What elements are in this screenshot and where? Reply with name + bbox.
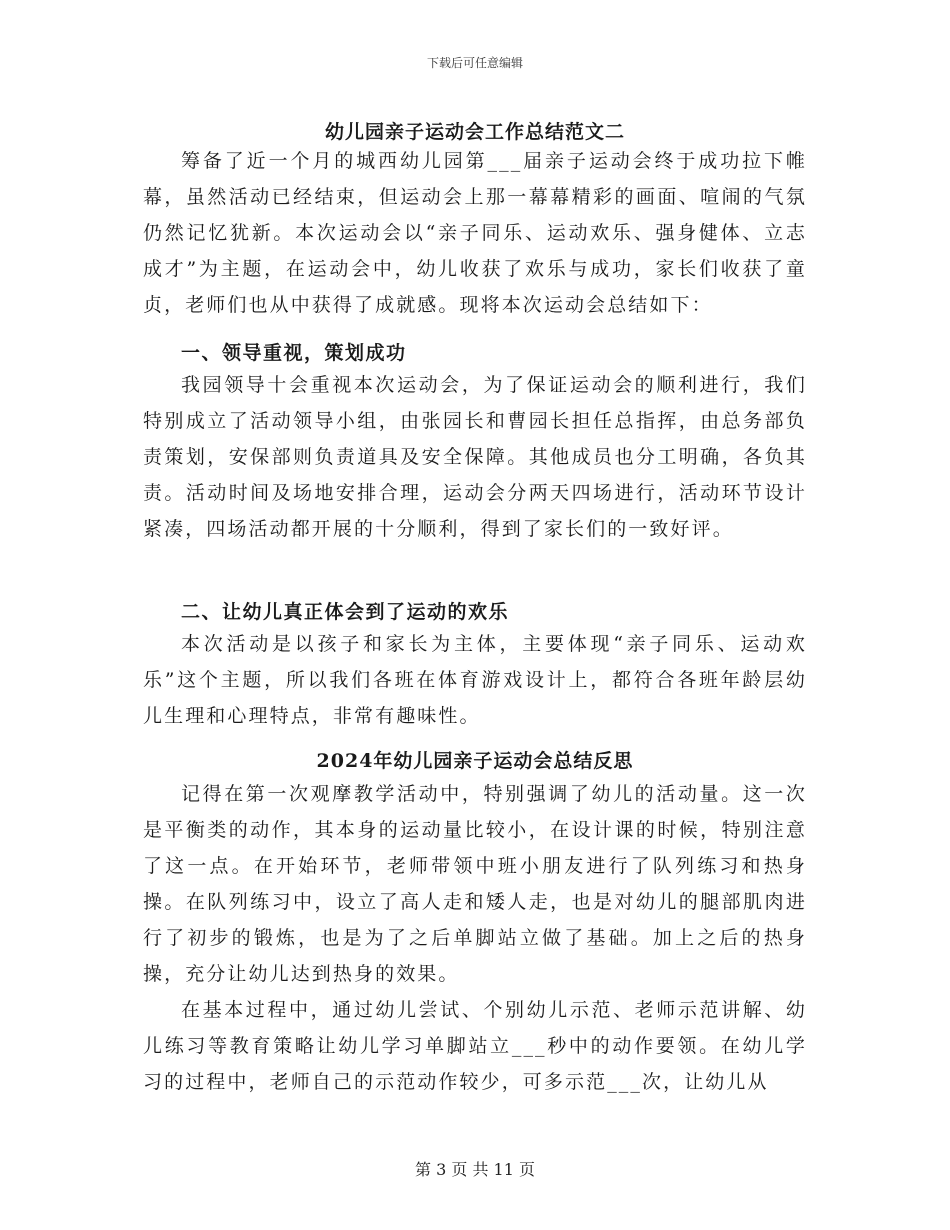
- page-number-footer: 第 3 页 共 11 页: [415, 1160, 535, 1179]
- paragraph-leadership: 我园领导十会重视本次运动会，为了保证运动会的顺利进行，我们特别成立了活动领导小组，由张园长和曹园长担任总指挥，由总务部负责策划，安保部则负责道具及安全保障。其他成员也分工明确，各负其责。活动时间及场地安排合理，运动会分两天四场进行，活动环节设计紧凑，四场活动都开展的十分顺利，得到了家长们的一致好评。: [143, 374, 807, 540]
- section-title-1: 幼儿园亲子运动会工作总结范文二: [324, 121, 625, 143]
- heading-joy: 二、让幼儿真正体会到了运动的欢乐: [181, 601, 510, 623]
- section-title-2: 2024年幼儿园亲子运动会总结反思: [316, 750, 634, 772]
- heading-leadership: 一、领导重视，策划成功: [181, 342, 407, 364]
- header-note: 下载后可任意编辑: [426, 56, 523, 70]
- paragraph-reflection-1: 记得在第一次观摩教学活动中，特别强调了幼儿的活动量。这一次是平衡类的动作，其本身的运动量比较小，在设计课的时候，特别注意了这一点。在开始环节，老师带领中班小朋友进行了队列练习和热身操。在队列练习中，设立了高人走和矮人走，也是对幼儿的腿部肌肉进行了初步的锻炼，也是为了之后单脚站立做了基础。加上之后的热身操，充分让幼儿达到热身的效果。: [143, 783, 807, 985]
- paragraph-intro: 筹备了近一个月的城西幼儿园第___届亲子运动会终于成功拉下帷幕，虽然活动已经结束，但运动会上那一幕幕精彩的画面、喧闹的气氛仍然记忆犹新。本次运动会以“亲子同乐、运动欢乐、强身健体、立志成才”为主题，在运动会中，幼儿收获了欢乐与成功，家长们收获了童贞，老师们也从中获得了成就感。现将本次运动会总结如下：: [143, 150, 807, 316]
- paragraph-reflection-2: 在基本过程中，通过幼儿尝试、个别幼儿示范、老师示范讲解、幼儿练习等教育策略让幼儿学习单脚站立___秒中的动作要领。在幼儿学习的过程中，老师自己的示范动作较少，可多示范___次，让幼儿从: [143, 999, 807, 1093]
- paragraph-joy: 本次活动是以孩子和家长为主体，主要体现“亲子同乐、运动欢乐”这个主题，所以我们各班在体育游戏设计上，都符合各班年龄层幼儿生理和心理特点，非常有趣味性。: [143, 633, 807, 727]
